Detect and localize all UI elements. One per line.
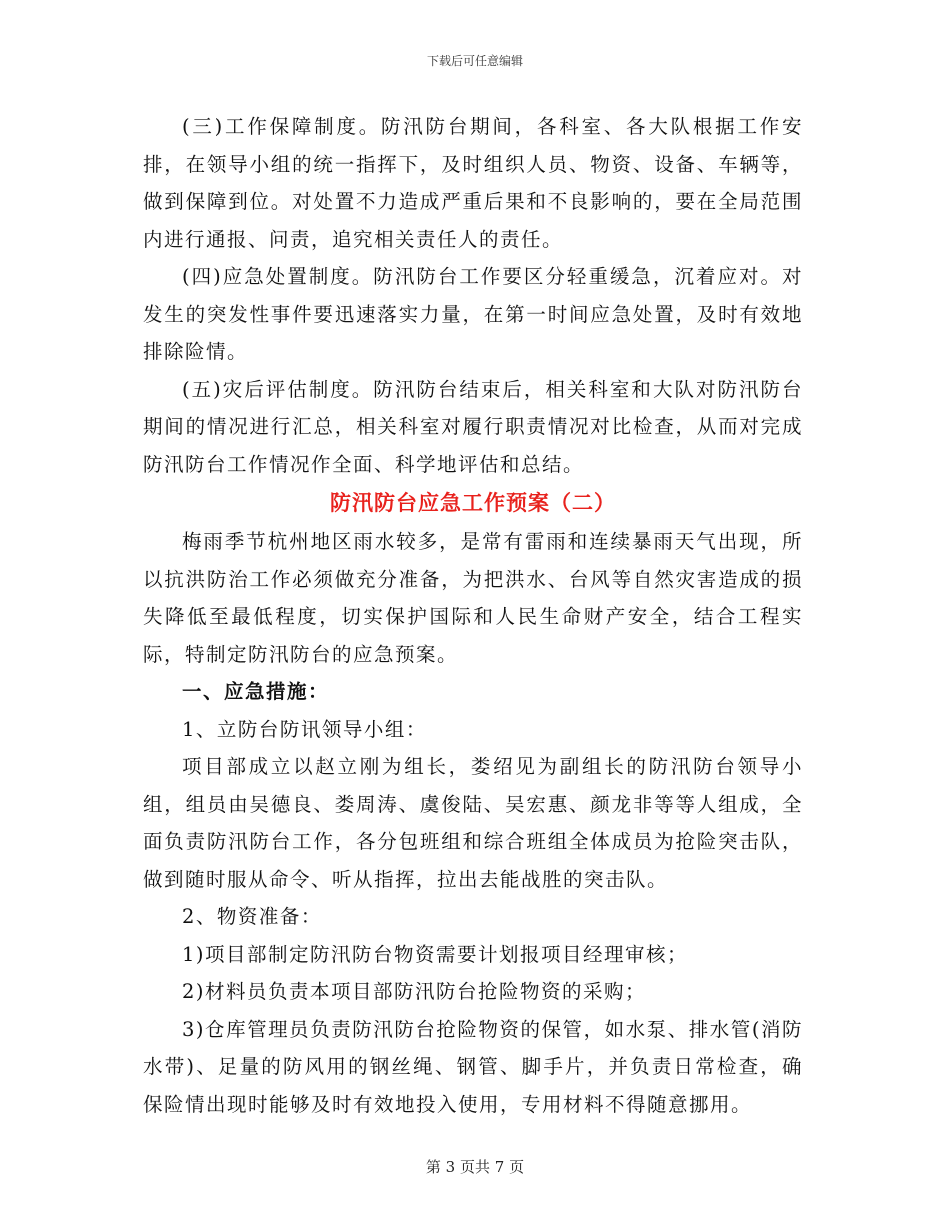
list-item-material-plan: 1)项目部制定防汛防台物资需要计划报项目经理审核；	[182, 942, 689, 966]
page-header: 下载后可任意编辑	[426, 54, 523, 68]
document-body	[143, 108, 803, 1123]
list-item-material-purchase: 2)材料员负责本项目部防汛防台抢险物资的采购；	[182, 980, 647, 1003]
paragraph-emergency-handling: (四)应急处置制度。防汛防台工作要区分轻重缓急，沉着应对。对发生的突发性事件要迅速落实力量，在第一时间应急处置，及时有效地排除险情。	[143, 265, 803, 363]
paragraph-leadership-group: 项目部成立以赵立刚为组长，娄绍见为副组长的防汛防台领导小组，组员由吴德良、娄周涛、虞俊陆、吴宏惠、颜龙非等等人组成，全面负责防汛防台工作，各分包班组和综合班组全体成员为抢险突击队，做到随时服从命令、听从指挥，拉出去能战胜的突击队。	[143, 755, 803, 891]
heading-emergency-measures: 一、应急措施：	[182, 680, 330, 703]
paragraph-work-guarantee: (三)工作保障制度。防汛防台期间，各科室、各大队根据工作安排，在领导小组的统一指挥下，及时组织人员、物资、设备、车辆等，做到保障到位。对处置不力造成严重后果和不良影响的，要在全局范围内进行通报、问责，追究相关责任人的责任。	[143, 115, 803, 251]
paragraph-intro: 梅雨季节杭州地区雨水较多，是常有雷雨和连续暴雨天气出现，所以抗洪防治工作必须做充分准备，为把洪水、台风等自然灾害造成的损失降低至最低程度，切实保护国际和人民生命财产安全，结合工程实际，特制定防汛防台的应急预案。	[143, 530, 803, 666]
subheading-leadership-group: 1、立防台防讯领导小组：	[182, 717, 427, 741]
list-item-material-storage: 3)仓库管理员负责防汛防台抢险物资的保管，如水泵、排水管(消防水带)、足量的防风用的钢丝绳、钢管、脚手片，并负责日常检查，确保险情出现时能够及时有效地投入使用，专用材料不得随意挪用。	[143, 1017, 803, 1116]
page-footer: 第 3 页共 7 页	[425, 1158, 525, 1176]
section-title: 防汛防台应急工作预案（二）	[330, 490, 616, 515]
paragraph-post-disaster-assessment: (五)灾后评估制度。防汛防台结束后，相关科室和大队对防汛防台期间的情况进行汇总，相关科室对履行职责情况对比检查，从而对完成防汛防台工作情况作全面、科学地评估和总结。	[143, 377, 803, 476]
subheading-material-preparation: 2、物资准备：	[182, 905, 322, 928]
